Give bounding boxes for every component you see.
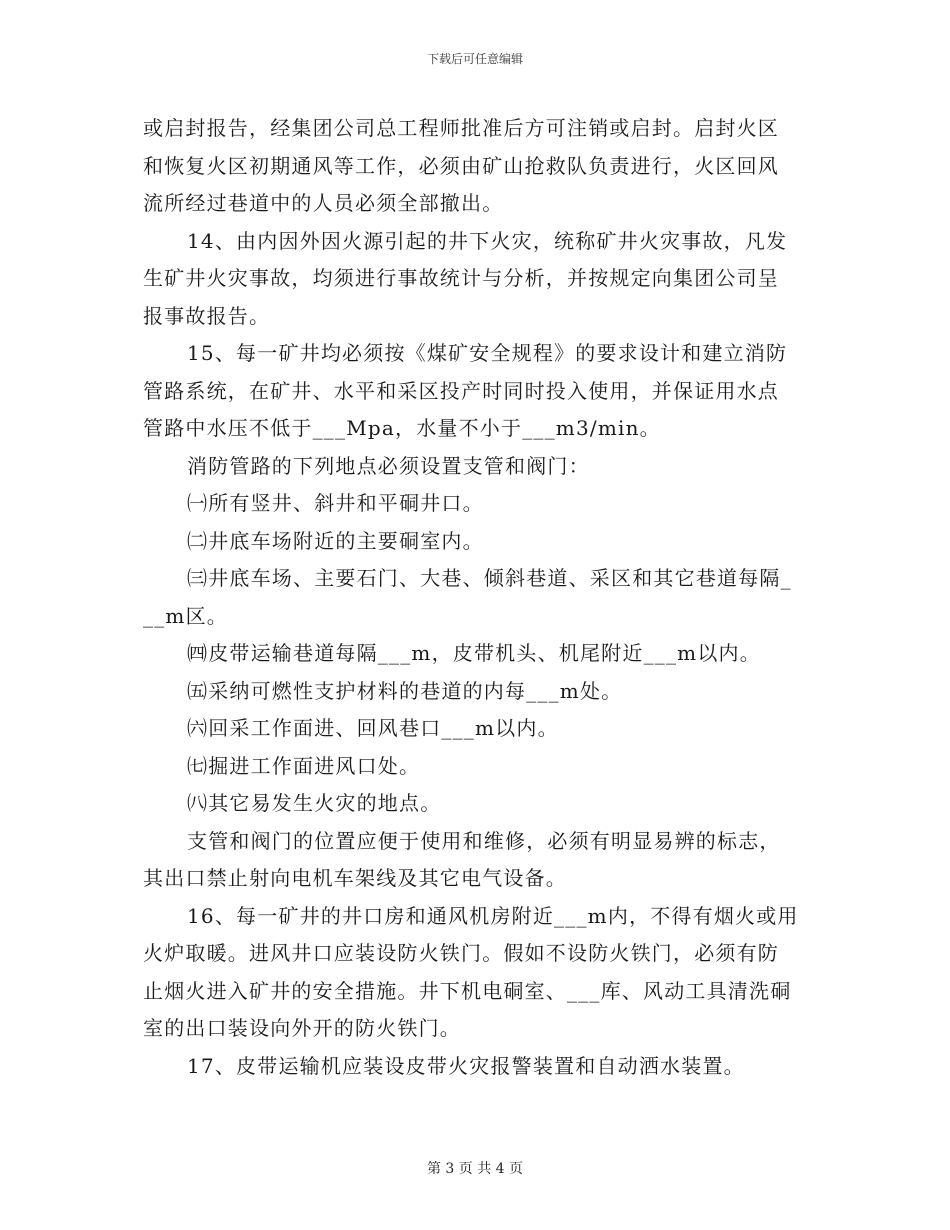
text-line: 或启封报告，经集团公司总工程师批准后方可注销或启封。启封火区 xyxy=(143,116,779,140)
text-line: 火炉取暖。进风井口应装设防火铁门。假如不设防火铁门，必须有防 xyxy=(143,941,779,965)
text-line: 流所经过巷道中的人员必须全部撤出。 xyxy=(143,191,504,215)
text-line: ㈦掘进工作面进风口处。 xyxy=(187,753,421,778)
page-footer: 第 3 页 共 4 页 xyxy=(426,1161,524,1177)
text-line: 管路中水压不低于___Mpa，水量不小于___m3/min。 xyxy=(143,416,661,440)
text-line: 消防管路的下列地点必须设置支管和阀门： xyxy=(187,453,590,478)
text-line: 其出口禁止射向电机车架线及其它电气设备。 xyxy=(143,866,567,890)
text-line: 14、由内因外因火源引起的井下火灾，统称矿井火灾事故，凡发 xyxy=(187,228,788,253)
text-line: ㈠所有竖井、斜井和平硐井口。 xyxy=(187,491,484,515)
text-line: 15、每一矿井均必须按《煤矿安全规程》的要求设计和建立消防 xyxy=(187,341,788,365)
text-line: ㈤采纳可燃性支护材料的巷道的内每___m处。 xyxy=(187,678,623,703)
text-line: 和恢复火区初期通风等工作，必须由矿山抢救队负责进行，火区回风 xyxy=(143,153,779,178)
page-header: 下载后可任意编辑 xyxy=(426,52,523,66)
text-line: ㈢井底车场、主要石门、大巷、倾斜巷道、采区和其它巷道每隔_ xyxy=(187,566,792,590)
text-line: 支管和阀门的位置应便于使用和维修，必须有明显易辨的标志， xyxy=(187,828,781,853)
text-line: 17、皮带运输机应装设皮带火灾报警装置和自动洒水装置。 xyxy=(187,1053,745,1078)
text-line: __m区。 xyxy=(143,603,228,628)
text-line: ㈧其它易发生火灾的地点。 xyxy=(187,791,442,815)
text-line: 管路系统，在矿井、水平和采区投产时同时投入使用，并保证用水点 xyxy=(143,378,779,403)
text-line: ㈡井底车场附近的主要硐室内。 xyxy=(187,528,484,553)
text-line: 止烟火进入矿井的安全措施。井下机电硐室、___库、风动工具清洗硐 xyxy=(143,978,792,1003)
text-line: 报事故报告。 xyxy=(143,303,271,328)
text-line: 生矿井火灾事故，均须进行事故统计与分析，并按规定向集团公司呈 xyxy=(143,266,779,290)
text-line: 室的出口装设向外开的防火铁门。 xyxy=(143,1016,461,1040)
text-line: 16、每一矿井的井口房和通风机房附近___m内，不得有烟火或用 xyxy=(187,903,799,928)
document-body xyxy=(143,110,808,1085)
text-line: ㈥回采工作面进、回风巷口___m以内。 xyxy=(187,716,559,740)
text-line: ㈣皮带运输巷道每隔___m，皮带机头、机尾附近___m以内。 xyxy=(187,641,761,665)
